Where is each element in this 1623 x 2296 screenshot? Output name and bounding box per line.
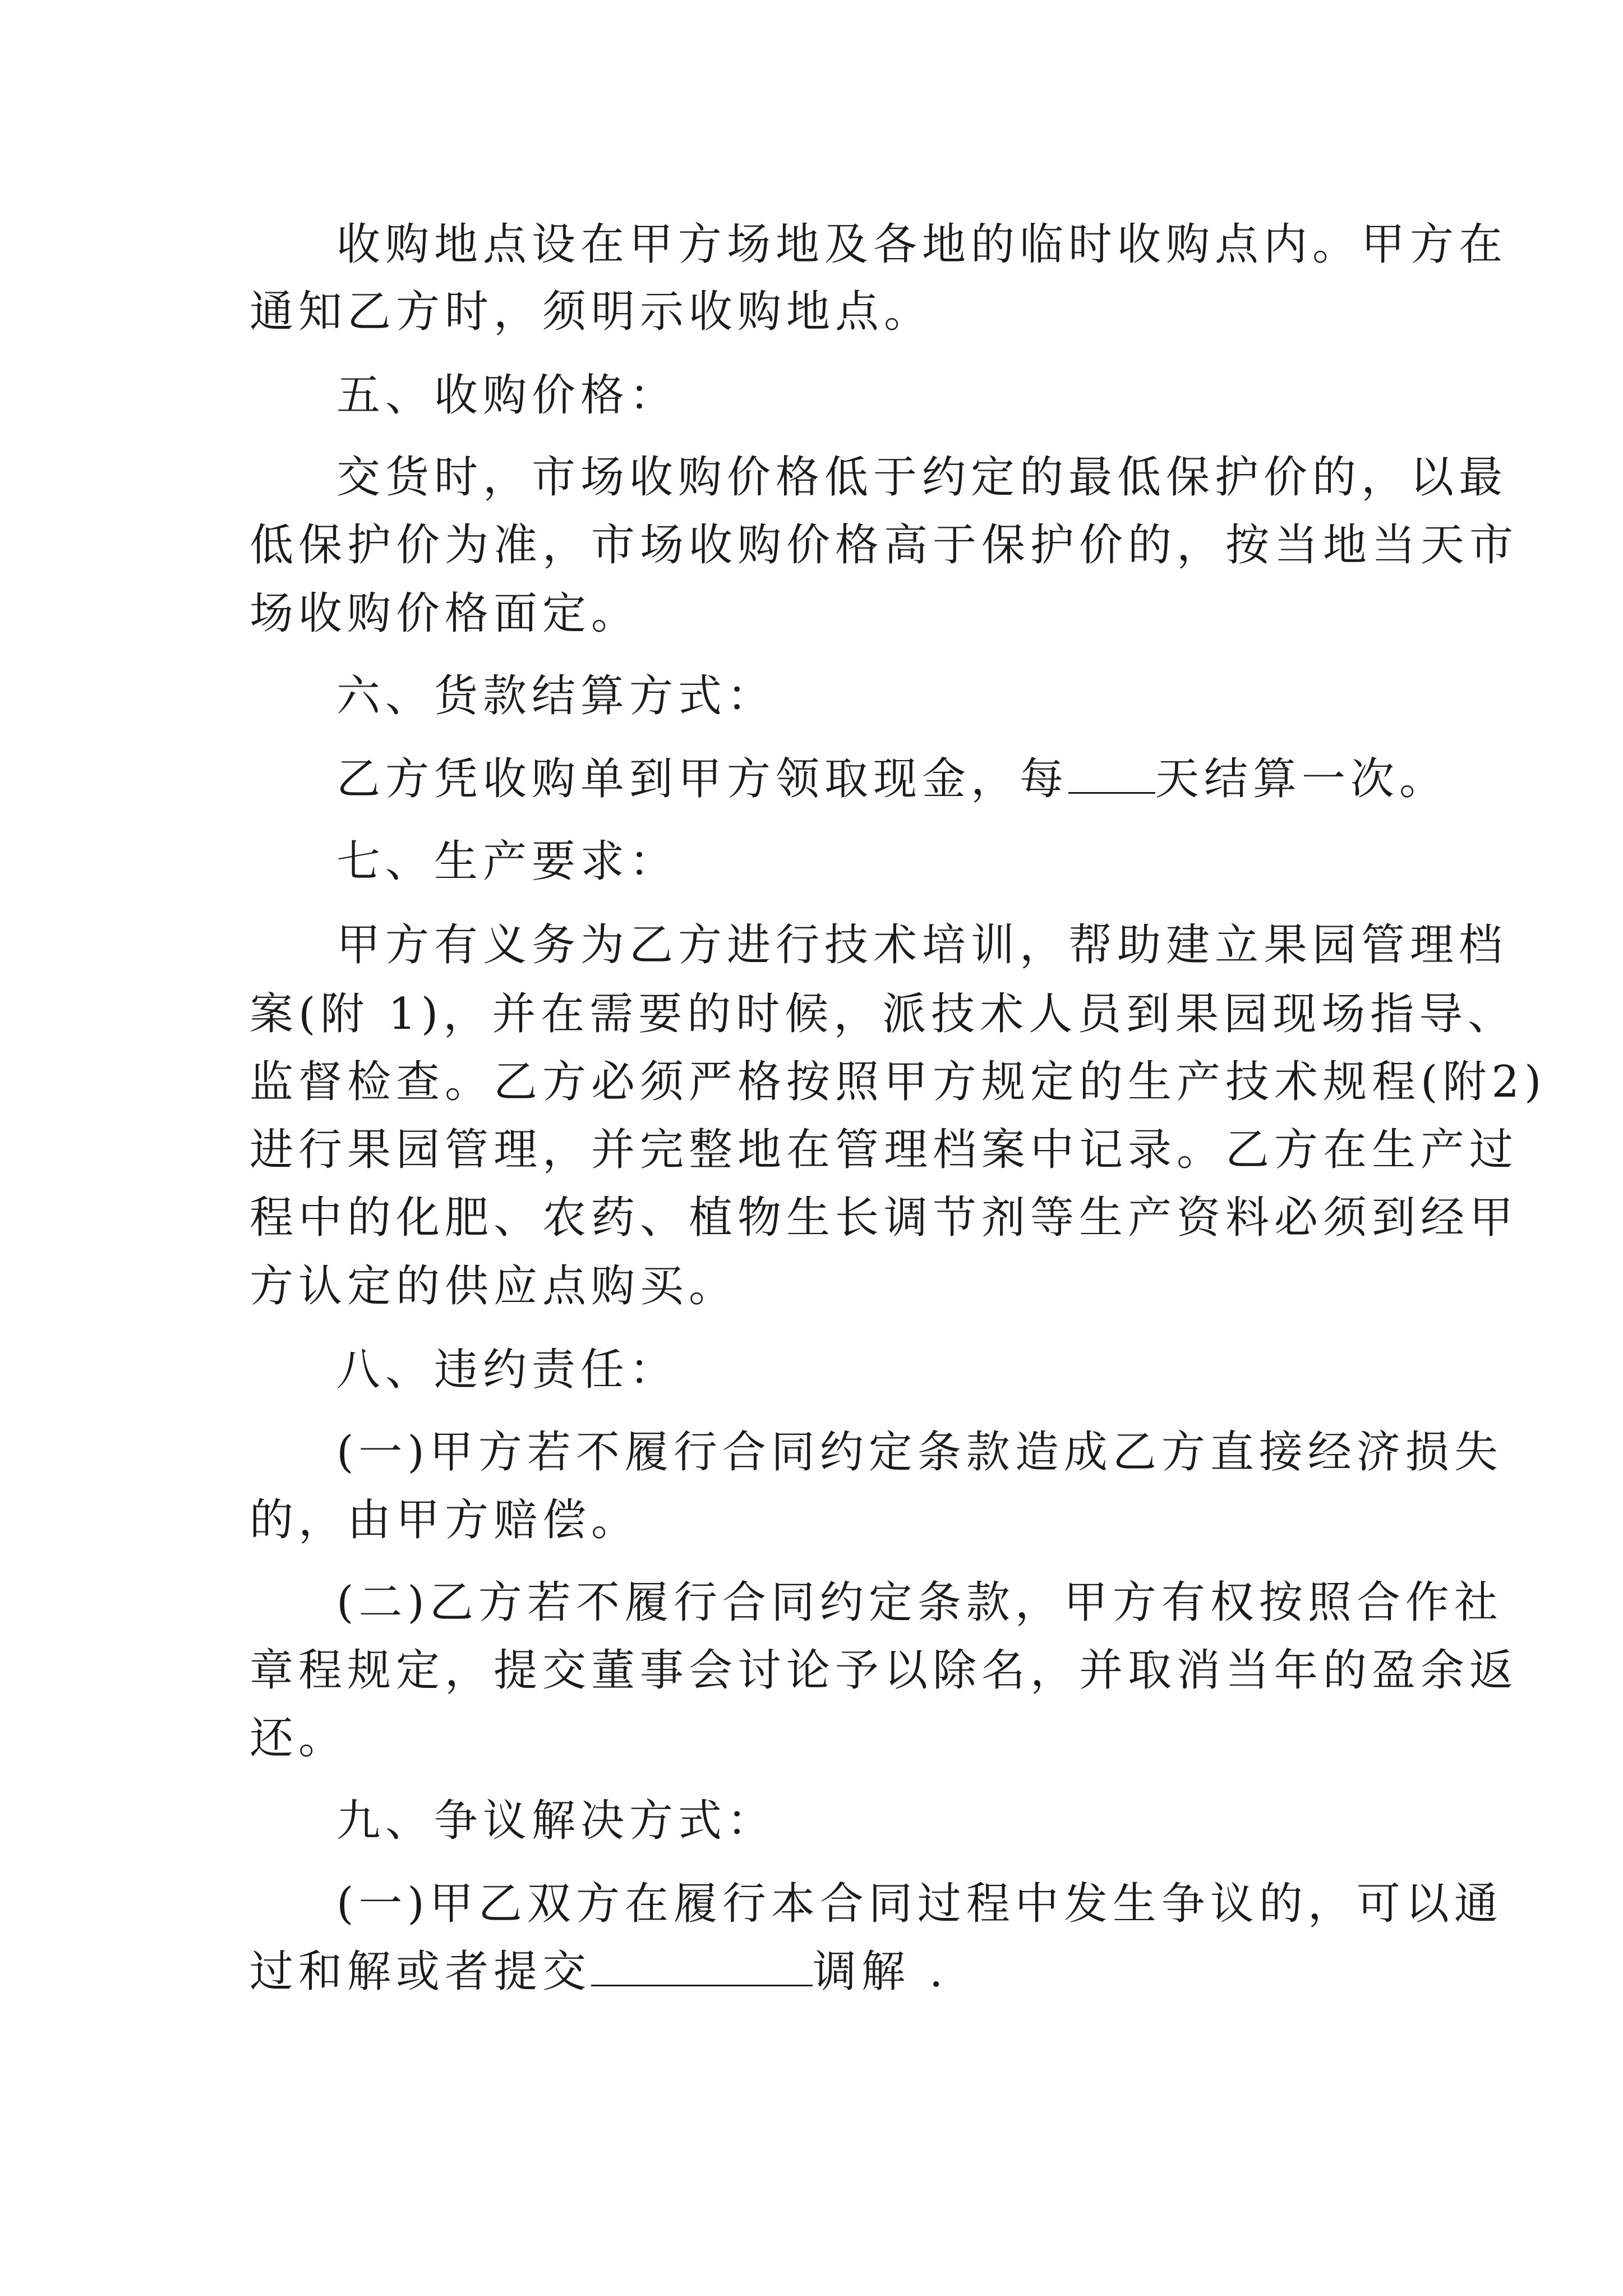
paragraph-line bbox=[336, 752, 1449, 806]
line-text-before-blank: 过和解或者提交 bbox=[250, 1947, 592, 1997]
paragraph-line: 通知乙方时，须明示收购地点。 bbox=[250, 287, 933, 337]
paragraph-line: 甲方有义务为乙方进行技术培训，帮助建立果园管理档 bbox=[336, 920, 1508, 970]
days-blank bbox=[1068, 753, 1155, 794]
paragraph-line: (二)乙方若不履行合同约定条款，甲方有权按照合作社 bbox=[336, 1577, 1503, 1628]
line-text-after-blank: 天结算一次。 bbox=[1155, 754, 1449, 804]
line-text-after-blank: 调解 . bbox=[813, 1947, 948, 1997]
section-heading: 六、货款结算方式： bbox=[336, 671, 776, 721]
paragraph-line: (一)甲方若不履行合同约定条款造成乙方直接经济损失 bbox=[336, 1427, 1503, 1478]
paragraph-line bbox=[250, 1945, 1394, 1999]
section-heading: 九、争议解决方式： bbox=[336, 1796, 776, 1846]
paragraph-line: 章程规定，提交董事会讨论予以除名，并取消当年的盈余返 bbox=[250, 1645, 1519, 1696]
paragraph-line: (一)甲乙双方在履行本合同过程中发生争议的，可以通 bbox=[336, 1879, 1503, 1929]
section-heading: 八、违约责任： bbox=[336, 1345, 679, 1395]
paragraph-line: 方认定的供应点购买。 bbox=[250, 1261, 738, 1312]
section-heading: 七、生产要求： bbox=[336, 836, 679, 887]
mediator-blank bbox=[591, 1945, 813, 1986]
paragraph-line: 监督检查。乙方必须严格按照甲方规定的生产技术规程(附2) bbox=[250, 1057, 1547, 1107]
paragraph-line: 低保护价为准，市场收购价格高于保护价的，按当地当天市 bbox=[250, 520, 1519, 570]
paragraph-line: 场收购价格面定。 bbox=[250, 588, 640, 639]
paragraph-line: 收购地点设在甲方场地及各地的临时收购点内。甲方在 bbox=[336, 219, 1508, 270]
paragraph-line: 的，由甲方赔偿。 bbox=[250, 1495, 640, 1545]
section-heading: 五、收购价格： bbox=[336, 370, 679, 421]
paragraph-line: 交货时，市场收购价格低于约定的最低保护价的，以最 bbox=[336, 452, 1508, 503]
paragraph-line: 案(附 1)，并在需要的时候，派技术人员到果园现场指导、 bbox=[250, 989, 1517, 1039]
paragraph-line: 程中的化肥、农药、植物生长调节剂等生产资料必须到经甲 bbox=[250, 1193, 1519, 1243]
paragraph-line: 还。 bbox=[250, 1713, 348, 1764]
paragraph-line: 进行果园管理，并完整地在管理档案中记录。乙方在生产过 bbox=[250, 1125, 1519, 1175]
line-text-before-blank: 乙方凭收购单到甲方领取现金，每 bbox=[336, 754, 1069, 804]
